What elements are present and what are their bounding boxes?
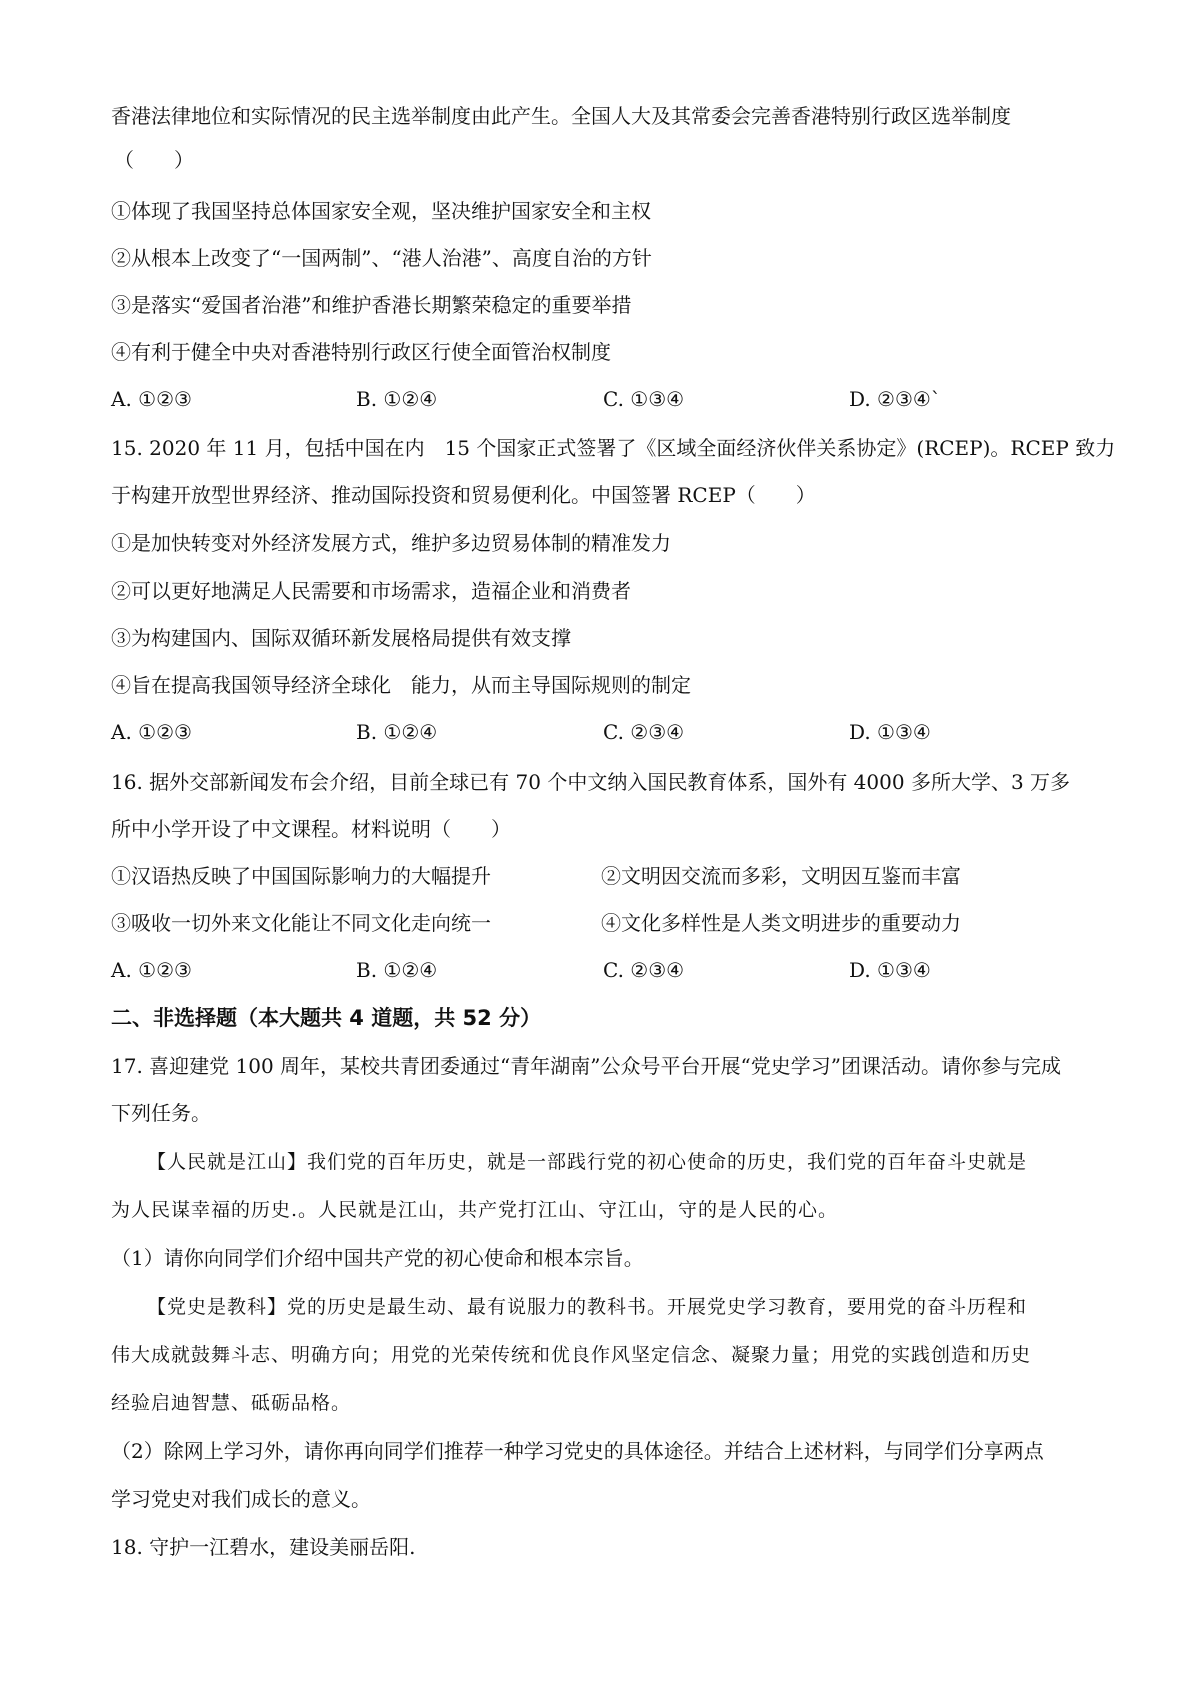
q16-choice-c: C. ②③④ — [603, 958, 685, 982]
q17-material-2-line1: 【党史是教科】党的历史是最生动、最有说服力的教科书。开展党史学习教育，要用党的奋斗历程和 — [147, 1296, 1028, 1318]
q17-material-2-line3: 经验启迪智慧、砥砺品格。 — [111, 1392, 352, 1414]
q16-choice-a: A. ①②③ — [111, 958, 192, 982]
q14-choice-d: D. ②③④` — [849, 387, 941, 411]
q16-stem-line1: 16. 据外交部新闻发布会介绍，目前全球已有 70 个中文纳入国民教育体系，国外有 4000 多所大学、3 万多 — [111, 770, 1071, 794]
q14-choice-b: B. ①②④ — [356, 387, 438, 411]
q15-option-2: ②可以更好地满足人民需要和市场需求，造福企业和消费者 — [111, 579, 631, 603]
q14-option-4: ④有利于健全中央对香港特别行政区行使全面管治权制度 — [111, 340, 611, 364]
q16-option-1: ①汉语热反映了中国国际影响力的大幅提升 — [111, 864, 491, 888]
q17-stem-line2: 下列任务。 — [111, 1101, 211, 1125]
q14-option-1: ①体现了我国坚持总体国家安全观，坚决维护国家安全和主权 — [111, 199, 651, 223]
q14-stem-line2: （ ） — [114, 148, 194, 172]
q16-option-3: ③吸收一切外来文化能让不同文化走向统一 — [111, 911, 491, 935]
q15-option-3: ③为构建国内、国际双循环新发展格局提供有效支撑 — [111, 626, 571, 650]
q17-subquestion-2-line1: （2）除网上学习外，请你再向同学们推荐一种学习党史的具体途径。并结合上述材料，与同学们分享两点 — [111, 1439, 1044, 1463]
q17-material-1-line1: 【人民就是江山】我们党的百年历史，就是一部践行党的初心使命的历史，我们党的百年奋斗史就是 — [147, 1151, 1028, 1173]
q14-choices — [111, 385, 1091, 413]
q15-option-4: ④旨在提高我国领导经济全球化 能力，从而主导国际规则的制定 — [111, 673, 691, 697]
q17-material-1-line2: 为人民谋幸福的历史.。人民就是江山，共产党打江山、守江山，守的是人民的心。 — [111, 1199, 839, 1221]
q17-stem-line1: 17. 喜迎建党 100 周年，某校共青团委通过“青年湖南”公众号平台开展“党史学习”团课活动。请你参与完成 — [111, 1054, 1061, 1078]
q16-choice-d: D. ①③④ — [849, 958, 931, 982]
q15-choice-a: A. ①②③ — [111, 720, 192, 744]
q14-option-2: ②从根本上改变了“一国两制”、“港人治港”、高度自治的方针 — [111, 246, 652, 270]
q15-stem-line2: 于构建开放型世界经济、推动国际投资和贸易便利化。中国签署 RCEP（ ） — [111, 483, 816, 507]
q17-subquestion-2-line2: 学习党史对我们成长的意义。 — [111, 1487, 371, 1511]
q16-option-2: ②文明因交流而多彩，文明因互鉴而丰富 — [601, 864, 961, 888]
q16-choice-b: B. ①②④ — [356, 958, 438, 982]
q15-stem-line1: 15. 2020 年 11 月，包括中国在内 15 个国家正式签署了《区域全面经济伙伴关系协定》(RCEP)。RCEP 致力 — [111, 436, 1116, 460]
q14-choice-a: A. ①②③ — [111, 387, 192, 411]
q14-option-3: ③是落实“爱国者治港”和维护香港长期繁荣稳定的重要举措 — [111, 293, 632, 317]
q15-choice-d: D. ①③④ — [849, 720, 931, 744]
q18-stem-line1: 18. 守护一江碧水，建设美丽岳阳. — [111, 1535, 416, 1559]
q16-options-row-1 — [111, 862, 1091, 890]
q17-subquestion-1: （1）请你向同学们介绍中国共产党的初心使命和根本宗旨。 — [111, 1246, 644, 1270]
q15-option-1: ①是加快转变对外经济发展方式，维护多边贸易体制的精准发力 — [111, 531, 671, 555]
q17-material-2-line2: 伟大成就鼓舞斗志、明确方向；用党的光荣传统和优良作风坚定信念、凝聚力量；用党的实践创造和历史 — [111, 1344, 1032, 1366]
q14-choice-c: C. ①③④ — [603, 387, 685, 411]
q14-stem-line1: 香港法律地位和实际情况的民主选举制度由此产生。全国人大及其常委会完善香港特别行政区选举制度 — [111, 104, 1011, 128]
q16-options-row-2 — [111, 909, 1091, 937]
section-2-title: 二、非选择题（本大题共 4 道题，共 52 分） — [111, 1006, 542, 1030]
q15-choices — [111, 718, 1091, 746]
q15-choice-c: C. ②③④ — [603, 720, 685, 744]
q16-stem-line2: 所中小学开设了中文课程。材料说明（ ） — [111, 817, 511, 841]
q15-choice-b: B. ①②④ — [356, 720, 438, 744]
q16-choices — [111, 956, 1091, 984]
q16-option-4: ④文化多样性是人类文明进步的重要动力 — [601, 911, 961, 935]
